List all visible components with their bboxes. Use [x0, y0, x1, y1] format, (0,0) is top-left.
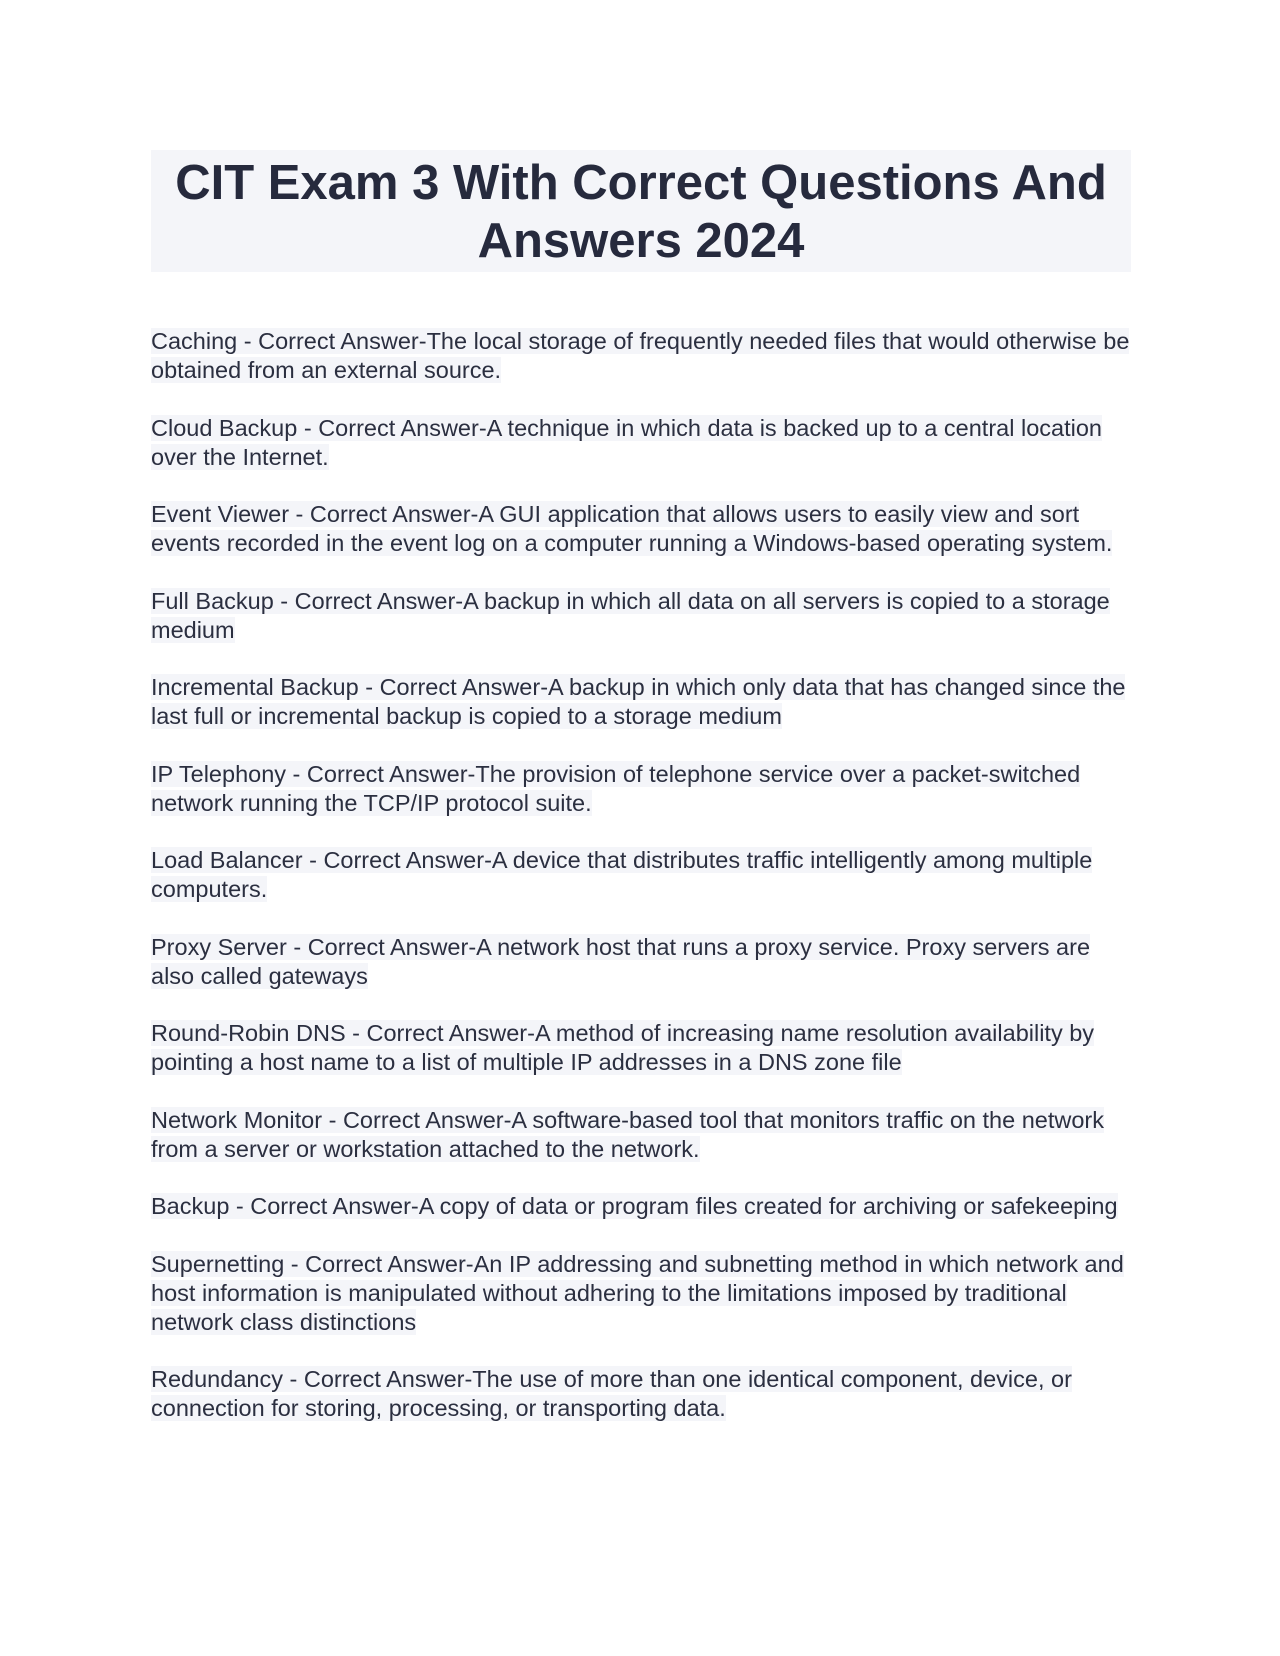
- entry-proxy-server: Proxy Server - Correct Answer-A network host that runs a proxy service. Proxy servers are also called gateways: [151, 933, 1091, 989]
- document-title: CIT Exam 3 With Correct Questions And Answers 2024: [175, 156, 1107, 268]
- entry-ip-telephony: IP Telephony - Correct Answer-The provision of telephone service over a packet-switched network running the TCP/IP protocol suite.: [151, 760, 1081, 816]
- title-block: [151, 150, 1131, 272]
- entry-redundancy: Redundancy - Correct Answer-The use of more than one identical component, device, or connection for storing, processing, or transporting data.: [151, 1366, 1072, 1421]
- entry-caching: Caching - Correct Answer-The local storage of frequently needed files that would otherwise be obtained from an external source.: [151, 328, 1130, 383]
- entry-cloud-backup: Cloud Backup - Correct Answer-A technique in which data is backed up to a central location over the Internet.: [151, 414, 1102, 470]
- entry-list: [151, 327, 1131, 1423]
- entry-round-robin-dns: Round-Robin DNS - Correct Answer-A method of increasing name resolution availability by pointing a host name to a list of multiple IP addresses in a DNS zone file: [151, 1020, 1095, 1075]
- entry-load-balancer: Load Balancer - Correct Answer-A device that distributes traffic intelligently among multiple computers.: [151, 847, 1093, 902]
- entry-incremental-backup: Incremental Backup - Correct Answer-A backup in which only data that has changed since the last full or incremental backup is copied to a storage medium: [151, 674, 1126, 729]
- entry-network-monitor: Network Monitor - Correct Answer-A software-based tool that monitors traffic on the network from a server or workstation attached to the network.: [151, 1106, 1105, 1162]
- document-page: [151, 150, 1131, 1452]
- entry-backup: Backup - Correct Answer-A copy of data or program files created for archiving or safekeeping: [151, 1193, 1118, 1219]
- entry-event-viewer: Event Viewer - Correct Answer-A GUI application that allows users to easily view and sort events recorded in the event log on a computer running a Windows-based operating system.: [151, 501, 1113, 556]
- entry-supernetting: Supernetting - Correct Answer-An IP addressing and subnetting method in which network and host information is manipulated without adhering to the limitations imposed by traditional network class distinctions: [151, 1250, 1124, 1335]
- entry-full-backup: Full Backup - Correct Answer-A backup in which all data on all servers is copied to a storage medium: [151, 587, 1110, 643]
